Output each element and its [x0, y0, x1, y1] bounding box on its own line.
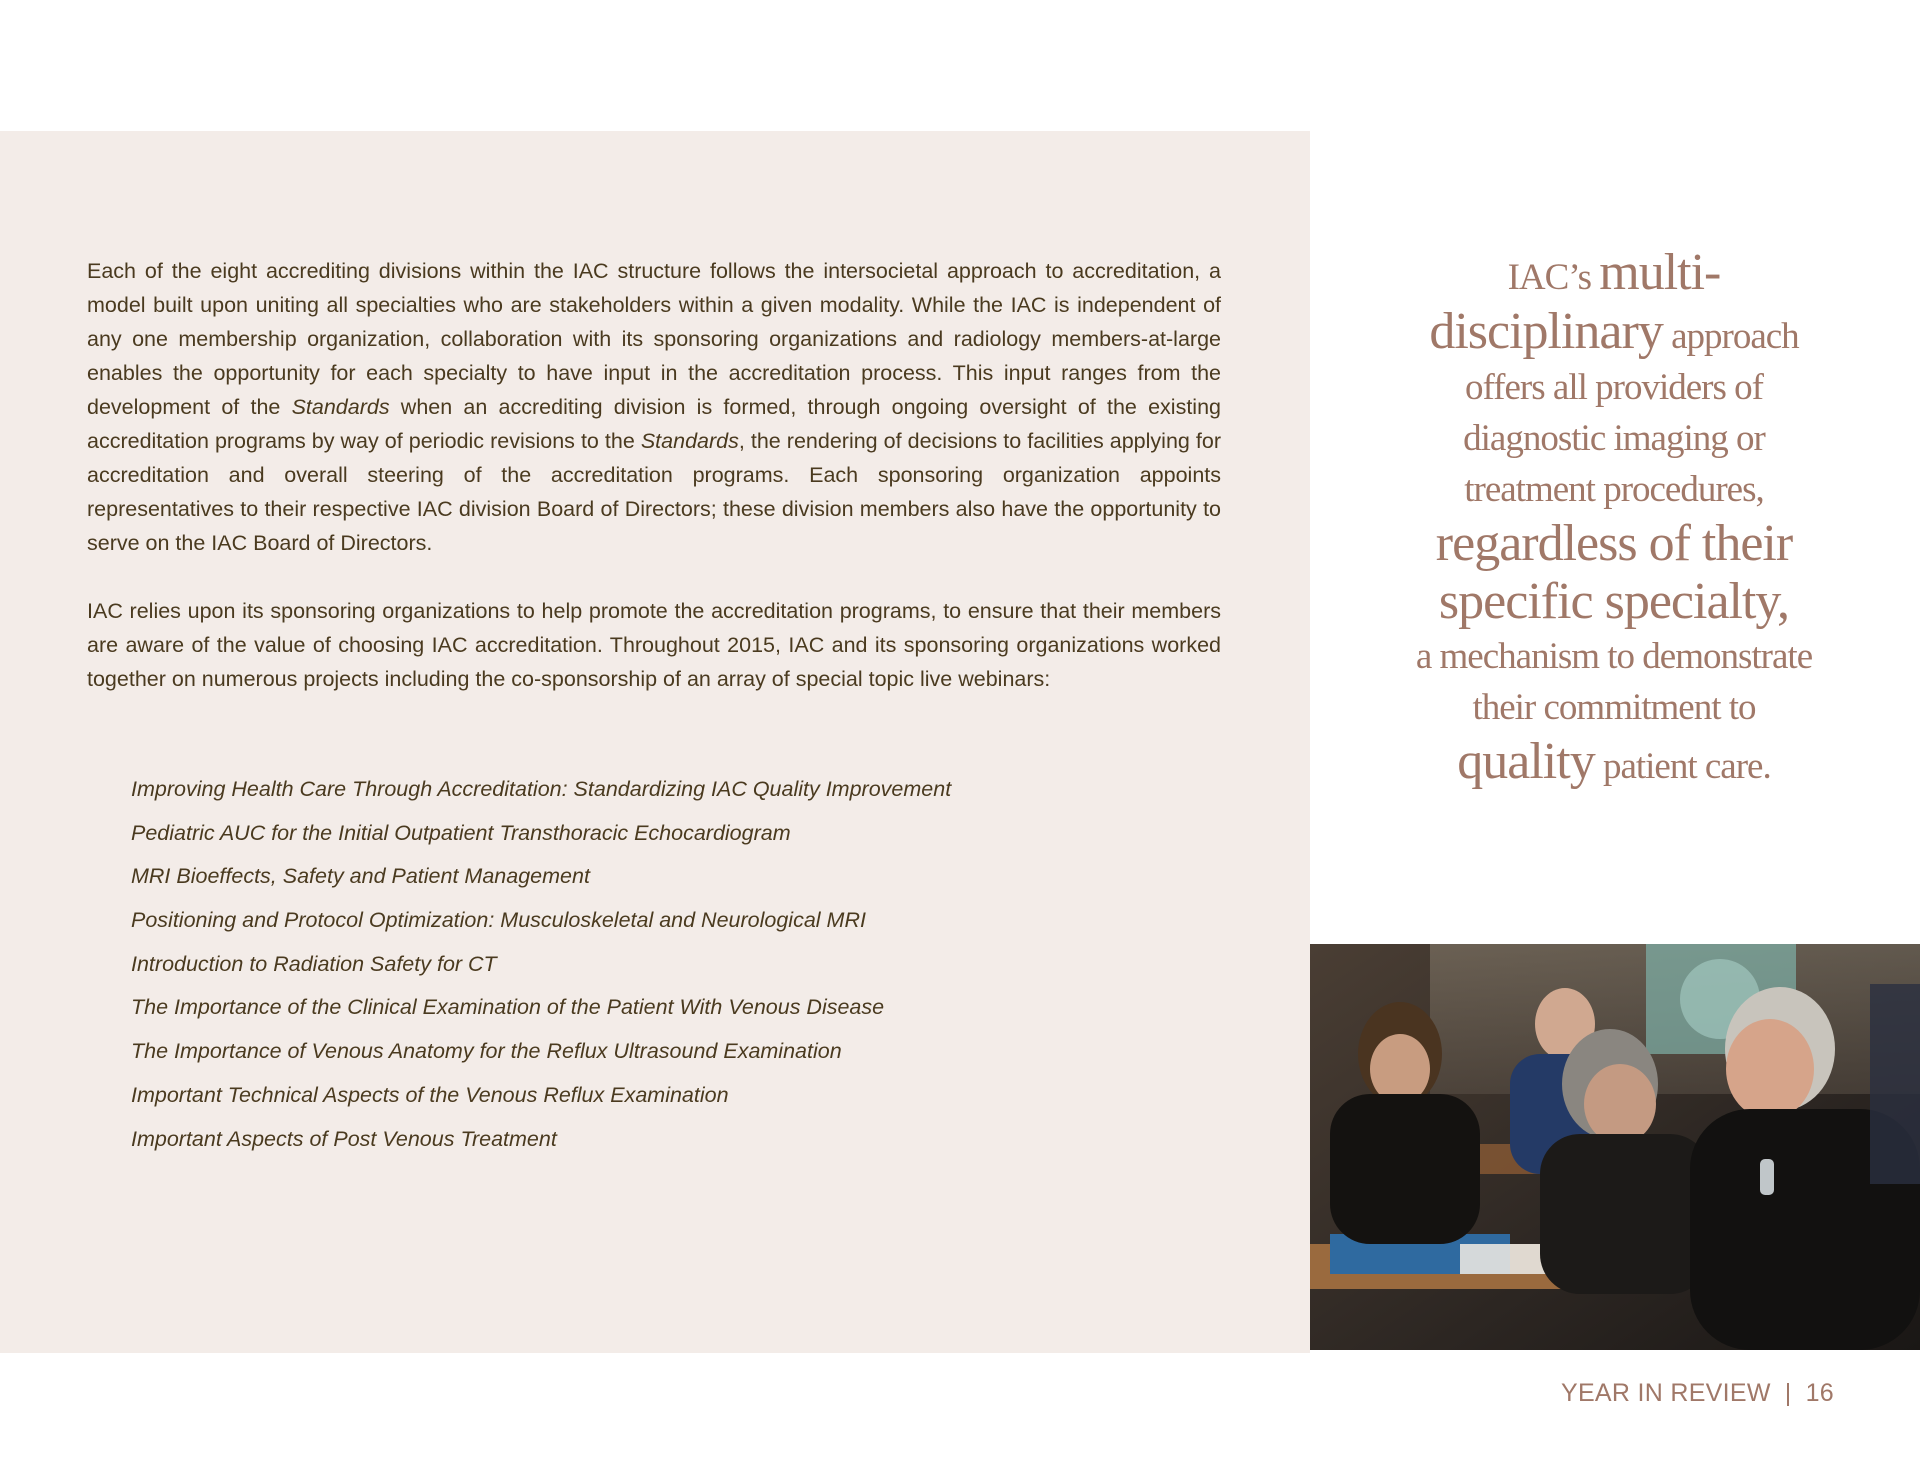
quote-line: IAC’s multi-: [1507, 244, 1721, 301]
quote-line: treatment procedures,: [1464, 469, 1764, 510]
paragraph-2: IAC relies upon its sponsoring organizations to help promote the accreditation programs, to ensure that their members are aware of the value of choosing IAC accreditation. Throughout 2015, IAC and its sponsoring organizations worked together on numerous projects including the co-sponsorship of an array of special topic live webinars:: [87, 599, 1221, 691]
paragraph-1-part-3: , the rendering of decisions to facilities applying for accreditation and overall steering of the accreditation programs. Each sponsoring organization appoints representatives to their respective IAC division Board of Directors; these division members also have the opportunity to serve on the IAC Board of Directors.: [87, 429, 1221, 555]
quote-line: a mechanism to demonstrate: [1415, 636, 1813, 677]
paragraph-1: [87, 254, 1221, 560]
webinar-item: Positioning and Protocol Optimization: Musculoskeletal and Neurological MRI: [131, 908, 866, 933]
standards-italic-2: Standards: [640, 429, 739, 453]
webinar-item: The Importance of the Clinical Examination of the Patient With Venous Disease: [131, 995, 885, 1020]
pull-quote: [1340, 244, 1888, 792]
webinar-item: Improving Health Care Through Accreditation: Standardizing IAC Quality Improvement: [131, 777, 952, 801]
page-footer: [1561, 1379, 1834, 1408]
quote-line: diagnostic imaging or: [1463, 418, 1765, 459]
photo-illustration: [1310, 944, 1920, 1350]
webinar-item: MRI Bioeffects, Safety and Patient Management: [131, 864, 590, 889]
quote-line: quality patient care.: [1457, 733, 1771, 790]
webinar-item: Pediatric AUC for the Initial Outpatient Transthoracic Echocardiogram: [131, 820, 791, 845]
quote-line: their commitment to: [1472, 687, 1756, 728]
webinar-item: Introduction to Radiation Safety for CT: [131, 951, 497, 976]
page-number: 16: [1805, 1379, 1834, 1407]
quote-line: disciplinary approach: [1429, 303, 1799, 360]
body-text: [87, 254, 1221, 730]
standards-italic-1: Standards: [291, 395, 390, 419]
webinar-item: Important Aspects of Post Venous Treatment: [131, 1126, 557, 1151]
paragraph-1-part-2: when an accrediting division is formed, through ongoing oversight of the existing accreditation programs by way of periodic revisions to the: [87, 395, 1221, 453]
quote-line: offers all providers of: [1465, 367, 1763, 408]
footer-label: YEAR IN REVIEW: [1560, 1379, 1771, 1407]
quote-line: specific specialty,: [1438, 573, 1790, 630]
conference-audience-photo: [1310, 944, 1920, 1350]
quote-line: regardless of their: [1435, 515, 1793, 572]
paragraph-1-part-1: Each of the eight accrediting divisions within the IAC structure follows the intersocietal approach to accreditation, a model built upon uniting all specialties who are stakeholders within a given modality. While the IAC is independent of any one membership organization, collaboration with its sponsoring organizations and radiology members-at-large enables the opportunity for each specialty to have input in the accreditation process. This input ranges from the development of the: [87, 259, 1221, 419]
webinar-item: The Importance of Venous Anatomy for the Reflux Ultrasound Examination: [131, 1039, 842, 1064]
webinar-item: Important Technical Aspects of the Venous Reflux Examination: [131, 1082, 729, 1107]
webinar-list: [131, 772, 1231, 1165]
footer-separator: |: [1784, 1379, 1792, 1407]
